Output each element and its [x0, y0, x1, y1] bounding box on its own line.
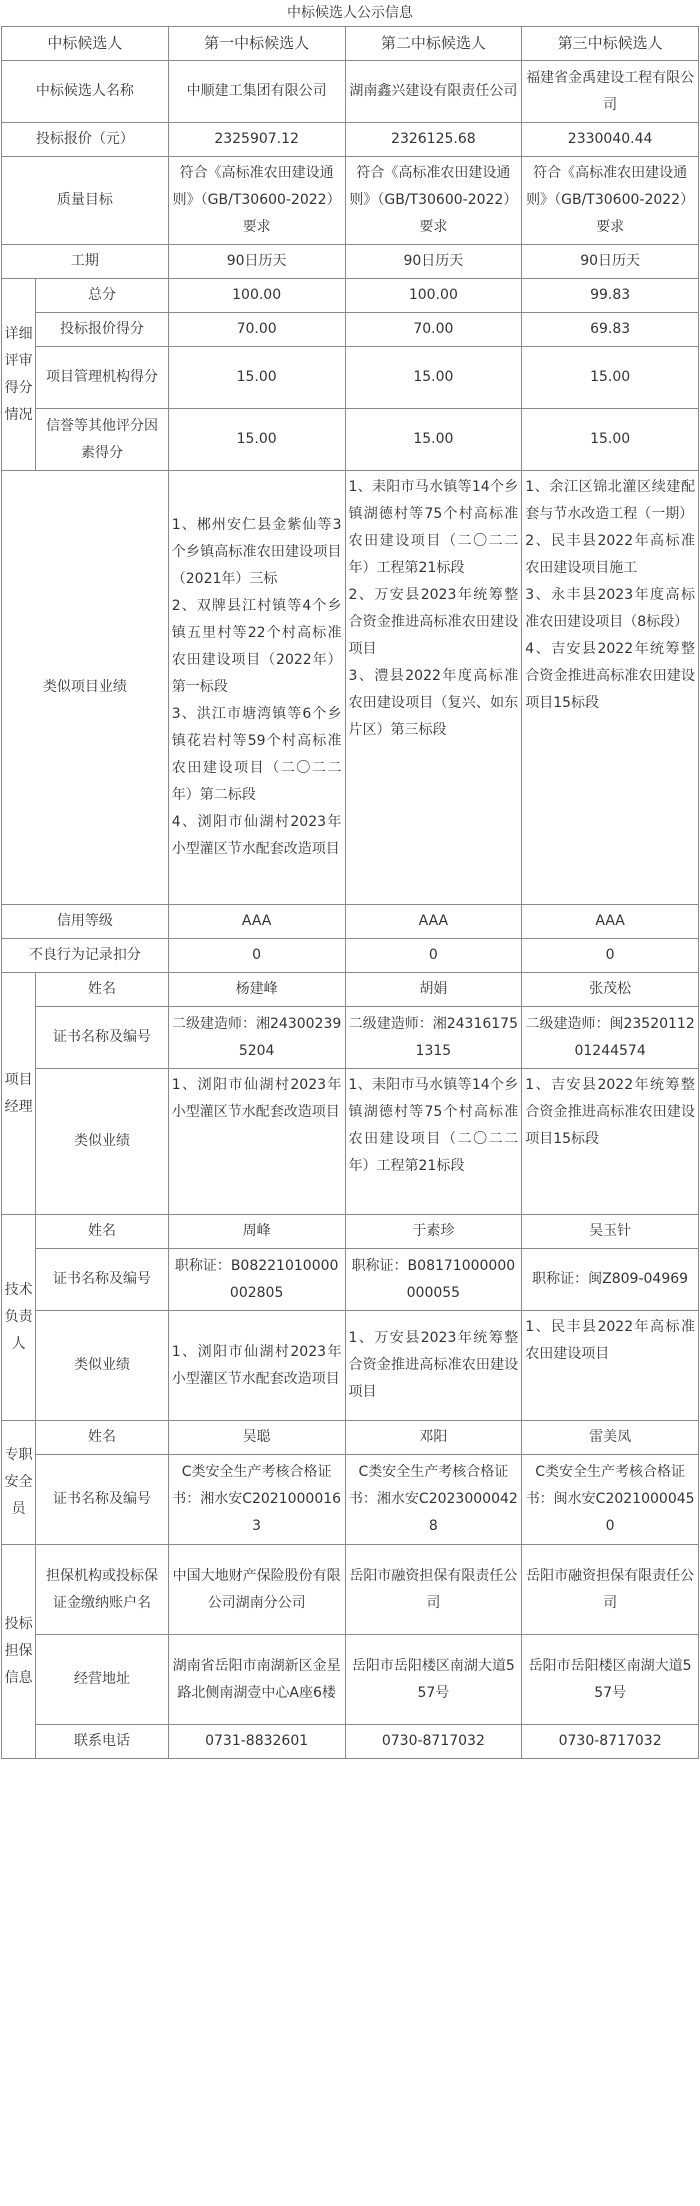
label-price-score: 投标报价得分	[36, 313, 169, 347]
candidate3-tech-performance: 1、民丰县2022年高标准农田建设项目	[522, 1311, 699, 1421]
label-pm-cert: 证书名称及编号	[36, 1007, 169, 1069]
candidate3-pm-cert: 二级建造师：闽2352011201244574	[522, 1007, 699, 1069]
candidate2-total: 100.00	[345, 279, 522, 313]
candidate1-price-score: 70.00	[168, 313, 345, 347]
label-candidate-name: 中标候选人名称	[2, 61, 169, 123]
row-pm-name	[2, 973, 699, 1007]
candidate3-pm-name: 张茂松	[522, 973, 699, 1007]
label-pm-name: 姓名	[36, 973, 169, 1007]
candidate1-safety-cert: C类安全生产考核合格证书：湘水安C20210000163	[168, 1455, 345, 1545]
row-tech-name	[2, 1215, 699, 1249]
label-safety-cert: 证书名称及编号	[36, 1455, 169, 1545]
header-first-candidate: 第一中标候选人	[168, 27, 345, 61]
label-guarantee-account: 担保机构或投标保证金缴纳账户名	[36, 1545, 169, 1635]
candidate2-guarantee-address: 岳阳市岳阳楼区南湖大道557号	[345, 1635, 522, 1725]
row-pm-cert	[2, 1007, 699, 1069]
row-similar-projects	[2, 471, 699, 905]
label-quality: 质量目标	[2, 157, 169, 245]
candidate3-name: 福建省金禹建设工程有限公司	[522, 61, 699, 123]
candidate1-tech-performance: 1、浏阳市仙湖村2023年小型灌区节水配套改造项目	[168, 1311, 345, 1421]
row-credit-rating	[2, 905, 699, 939]
candidate2-similar-projects: 1、耒阳市马水镇等14个乡镇湖德村等75个村高标准农田建设项目（二〇二二年）工程第21标段 2、万安县2023年统筹整合资金推进高标准农田建设项目 3、澧县2022年度高标准农田建设项目（复兴、如东片区）第三标段	[345, 471, 522, 905]
candidate3-total: 99.83	[522, 279, 699, 313]
candidate1-pm-name: 杨建峰	[168, 973, 345, 1007]
label-tech-cert: 证书名称及编号	[36, 1249, 169, 1311]
row-mgmt-score	[2, 347, 699, 409]
candidate3-credit: AAA	[522, 905, 699, 939]
label-pm-performance: 类似业绩	[36, 1069, 169, 1215]
row-guarantee-address	[2, 1635, 699, 1725]
candidate2-tech-name: 于素珍	[345, 1215, 522, 1249]
candidate2-guarantee-phone: 0730-8717032	[345, 1725, 522, 1759]
candidate3-period: 90日历天	[522, 245, 699, 279]
candidate1-pm-cert: 二级建造师：湘243002395204	[168, 1007, 345, 1069]
candidate1-period: 90日历天	[168, 245, 345, 279]
label-total-score: 总分	[36, 279, 169, 313]
candidate2-pm-cert: 二级建造师：湘243161751315	[345, 1007, 522, 1069]
row-safety-cert	[2, 1455, 699, 1545]
row-total-score	[2, 279, 699, 313]
row-pm-performance	[2, 1069, 699, 1215]
candidate1-tech-name: 周峰	[168, 1215, 345, 1249]
row-period	[2, 245, 699, 279]
row-candidate-name	[2, 61, 699, 123]
candidate2-tech-cert: 职称证：B08171000000000055	[345, 1249, 522, 1311]
candidate2-pm-name: 胡娟	[345, 973, 522, 1007]
label-guarantee-address: 经营地址	[36, 1635, 169, 1725]
candidate2-guarantee-account: 岳阳市融资担保有限责任公司	[345, 1545, 522, 1635]
group-project-manager: 项目经理	[2, 973, 36, 1215]
candidate3-safety-cert: C类安全生产考核合格证书：闽水安C20210000450	[522, 1455, 699, 1545]
candidate-table	[1, 26, 699, 1759]
candidate2-price-score: 70.00	[345, 313, 522, 347]
candidate2-safety-cert: C类安全生产考核合格证书：湘水安C20230000428	[345, 1455, 522, 1545]
group-score: 详细评审得分情况	[2, 279, 36, 471]
candidate2-safety-name: 邓阳	[345, 1421, 522, 1455]
candidate1-mgmt-score: 15.00	[168, 347, 345, 409]
candidate3-guarantee-account: 岳阳市融资担保有限责任公司	[522, 1545, 699, 1635]
label-credit-rating: 信用等级	[2, 905, 169, 939]
candidate2-period: 90日历天	[345, 245, 522, 279]
candidate1-quality: 符合《高标准农田建设通则》（GB/T30600-2022）要求	[168, 157, 345, 245]
label-other-score: 信誉等其他评分因素得分	[36, 409, 169, 471]
candidate3-quality: 符合《高标准农田建设通则》（GB/T30600-2022）要求	[522, 157, 699, 245]
candidate1-other-score: 15.00	[168, 409, 345, 471]
candidate1-guarantee-address: 湖南省岳阳市南湖新区金星路北侧南湖壹中心A座6楼	[168, 1635, 345, 1725]
candidate1-safety-name: 吴聪	[168, 1421, 345, 1455]
label-similar-projects: 类似项目业绩	[2, 471, 169, 905]
row-safety-name	[2, 1421, 699, 1455]
candidate3-guarantee-phone: 0730-8717032	[522, 1725, 699, 1759]
candidate1-total: 100.00	[168, 279, 345, 313]
header-second-candidate: 第二中标候选人	[345, 27, 522, 61]
candidate1-pm-performance: 1、浏阳市仙湖村2023年小型灌区节水配套改造项目	[168, 1069, 345, 1215]
row-price-score	[2, 313, 699, 347]
label-bid-price: 投标报价（元）	[2, 123, 169, 157]
candidate1-price: 2325907.12	[168, 123, 345, 157]
candidate3-tech-cert: 职称证：闽Z809-04969	[522, 1249, 699, 1311]
candidate1-similar-projects: 1、郴州安仁县金紫仙等3个乡镇高标准农田建设项目（2021年）三标 2、双牌县江村镇等4个乡镇五里村等22个村高标准农田建设项目（2022年）第一标段 3、洪江市塘湾镇等6个乡镇花岩村等59个村高标准农田建设项目（二〇二二年）第二标段 4、浏阳市仙湖村2023年小型灌区节水配套改造项目	[168, 471, 345, 905]
candidate2-price: 2326125.68	[345, 123, 522, 157]
candidate1-bad-record: 0	[168, 939, 345, 973]
group-guarantee: 投标担保信息	[2, 1545, 36, 1759]
candidate1-guarantee-account: 中国大地财产保险股份有限公司湖南分公司	[168, 1545, 345, 1635]
candidate1-credit: AAA	[168, 905, 345, 939]
label-period: 工期	[2, 245, 169, 279]
candidate3-price: 2330040.44	[522, 123, 699, 157]
candidate2-bad-record: 0	[345, 939, 522, 973]
candidate3-price-score: 69.83	[522, 313, 699, 347]
candidate1-guarantee-phone: 0731-8832601	[168, 1725, 345, 1759]
row-tech-performance	[2, 1311, 699, 1421]
candidate2-other-score: 15.00	[345, 409, 522, 471]
row-guarantee-account	[2, 1545, 699, 1635]
candidate1-tech-cert: 职称证：B08221010000002805	[168, 1249, 345, 1311]
label-safety-name: 姓名	[36, 1421, 169, 1455]
row-tech-cert	[2, 1249, 699, 1311]
candidate3-guarantee-address: 岳阳市岳阳楼区南湖大道557号	[522, 1635, 699, 1725]
row-bad-record	[2, 939, 699, 973]
header-third-candidate: 第三中标候选人	[522, 27, 699, 61]
candidate1-name: 中顺建工集团有限公司	[168, 61, 345, 123]
candidate3-mgmt-score: 15.00	[522, 347, 699, 409]
group-safety-officer: 专职安全员	[2, 1421, 36, 1545]
candidate3-tech-name: 吴玉针	[522, 1215, 699, 1249]
candidate2-name: 湖南鑫兴建设有限责任公司	[345, 61, 522, 123]
candidate2-mgmt-score: 15.00	[345, 347, 522, 409]
row-guarantee-phone	[2, 1725, 699, 1759]
label-mgmt-score: 项目管理机构得分	[36, 347, 169, 409]
group-technical-lead: 技术负责人	[2, 1215, 36, 1421]
candidate2-pm-performance: 1、耒阳市马水镇等14个乡镇湖德村等75个村高标准农田建设项目（二〇二二年）工程第21标段	[345, 1069, 522, 1215]
candidate3-pm-performance: 1、吉安县2022年统筹整合资金推进高标准农田建设项目15标段	[522, 1069, 699, 1215]
row-bid-price	[2, 123, 699, 157]
header-row	[2, 27, 699, 61]
label-guarantee-phone: 联系电话	[36, 1725, 169, 1759]
candidate3-other-score: 15.00	[522, 409, 699, 471]
label-bad-record: 不良行为记录扣分	[2, 939, 169, 973]
label-tech-performance: 类似业绩	[36, 1311, 169, 1421]
header-candidate: 中标候选人	[2, 27, 169, 61]
candidate3-bad-record: 0	[522, 939, 699, 973]
label-tech-name: 姓名	[36, 1215, 169, 1249]
candidate2-credit: AAA	[345, 905, 522, 939]
candidate2-tech-performance: 1、万安县2023年统筹整合资金推进高标准农田建设项目	[345, 1311, 522, 1421]
candidate3-safety-name: 雷美凤	[522, 1421, 699, 1455]
candidate3-similar-projects: 1、余江区锦北灌区续建配套与节水改造工程（一期） 2、民丰县2022年高标准农田建设项目施工 3、永丰县2023年度高标准农田建设项目（8标段） 4、吉安县2022年统筹整合资金推进高标准农田建设项目15标段	[522, 471, 699, 905]
candidate2-quality: 符合《高标准农田建设通则》（GB/T30600-2022）要求	[345, 157, 522, 245]
row-other-score	[2, 409, 699, 471]
page-title: 中标候选人公示信息	[287, 5, 413, 21]
row-quality	[2, 157, 699, 245]
